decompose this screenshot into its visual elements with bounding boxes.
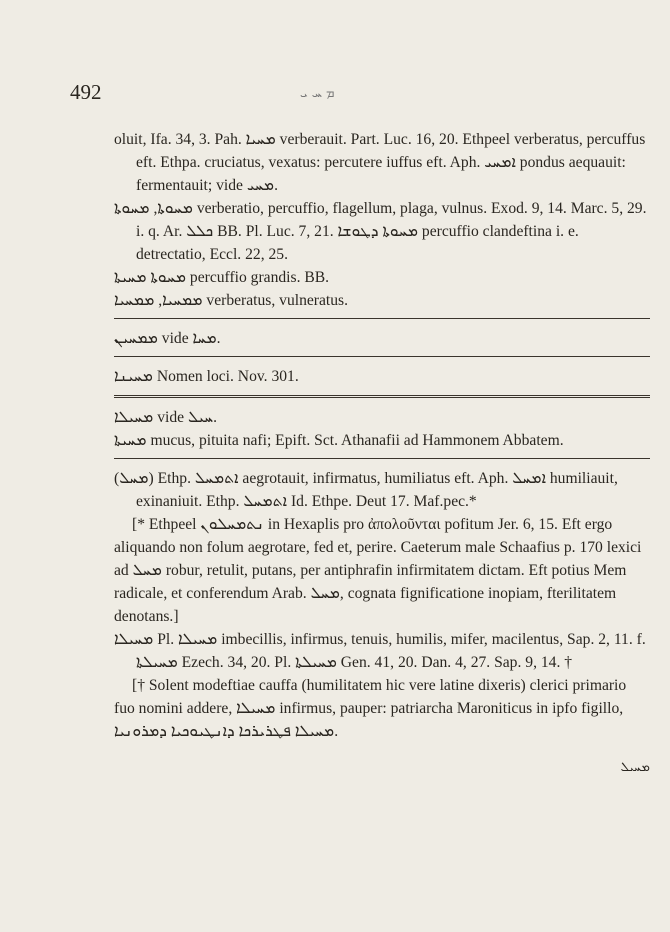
section-divider bbox=[114, 395, 650, 398]
entry: ܡܡܚܝܐ, ܡܡܚܝܐ verberatus, vulneratus. bbox=[114, 292, 349, 309]
section-divider bbox=[114, 458, 650, 459]
entry: ܡܡܚܝܢ vide ܡܚܐ. bbox=[114, 330, 221, 347]
footnote: [* Ethpeel ܢܬܡܚܠܘܢ in Hexaplis pro ἀπολοῦνται pofitum Jer. 6, 15. Eft ergo aliquando non folum aegrotare, fed et, perire. Caeterum male Schaafius p. 170 lexici ad ܡܚܠ robur, retulit, putans, per antiphrafin infirmitatem dictam. Eft potius Mem radicale, et conferendum Arab. ܡܚܠ, cognata fignificatione inopiam, fterilitatem denotans.] bbox=[114, 516, 642, 625]
section-divider bbox=[114, 356, 650, 357]
footnote: [† Solent modeftiae cauffa (humilitatem hic vere latine dixeris) clerici primario fuo nomini addere, ܡܚܝܠܐ infirmus, pauper: patriarcha Maroniticus in ipfo figillo, ܡܚܝܠܐ ܦܛܪܝܪܟܐ ܕܐܢܛܝܘܟܝܐ ܕܡܪܘܢܝܐ. bbox=[114, 677, 627, 740]
section-divider bbox=[114, 318, 650, 319]
entry: ܡܚܘܬܐ ܡܚܝܬܐ percuffio grandis. BB. bbox=[114, 269, 330, 286]
entry: (ܡܚܠ) Ethp. ܐܬܡܚܠ aegrotauit, infirmatus, humiliatus eft. Aph. ܐܡܚܠ humiliauit, exinaniuit. Ethp. ܐܬܡܚܠ Id. Ethpe. Deut 17. Maf.pec.* bbox=[114, 470, 618, 510]
entry: ܡܚܝܠܐ Pl. ܡܚܝܠܐ imbecillis, infirmus, tenuis, humilis, mifer, macilentus, Sap. 2, 11. f. ܡܚܝܠܬܐ Ezech. 34, 20. Pl. ܡܚܝܠܬܐ Gen. 41, 20. Dan. 4, 27. Sap. 9, 14. † bbox=[114, 631, 646, 671]
entry: ܡܚܝܬܐ mucus, pituita nafi; Epift. Sct. Athanafii ad Hammonem Abbatem. bbox=[114, 432, 564, 449]
entry: oluit, Ifa. 34, 3. Pah. ܡܚܝܐ verberauit. Part. Luc. 16, 20. Ethpeel verberatus, percuffus eft. Ethpa. cruciatus, vexatus: percutere iuffus eft. Aph. ܐܡܚܝ pondus aequauit: fermentauit; vide ܡܚܝ. bbox=[114, 131, 646, 194]
entry: ܡܚܝܢܐ Nomen loci. Nov. 301. bbox=[114, 368, 299, 385]
page-number: 492 bbox=[70, 80, 102, 104]
catchword: ܡܚܝܠ bbox=[620, 760, 650, 775]
dictionary-body bbox=[114, 128, 650, 792]
entry: ܡܚܝܠܐ vide ܚܝܠ. bbox=[114, 409, 218, 426]
running-head: ܡ ܚ ܝ bbox=[300, 86, 335, 101]
entry: ܡܚܘܬܐ, ܡܚܘܬܐ verberatio, percuffio, flagellum, plaga, vulnus. Exod. 9, 14. Marc. 5, 29. i. q. Ar. ܟܠܠ BB. Pl. Luc. 7, 21. ܡܚܘܬܐ ܕܛܘܫܐ percuffio clandeftina i. e. detrectatio, Eccl. 22, 25. bbox=[114, 200, 647, 263]
